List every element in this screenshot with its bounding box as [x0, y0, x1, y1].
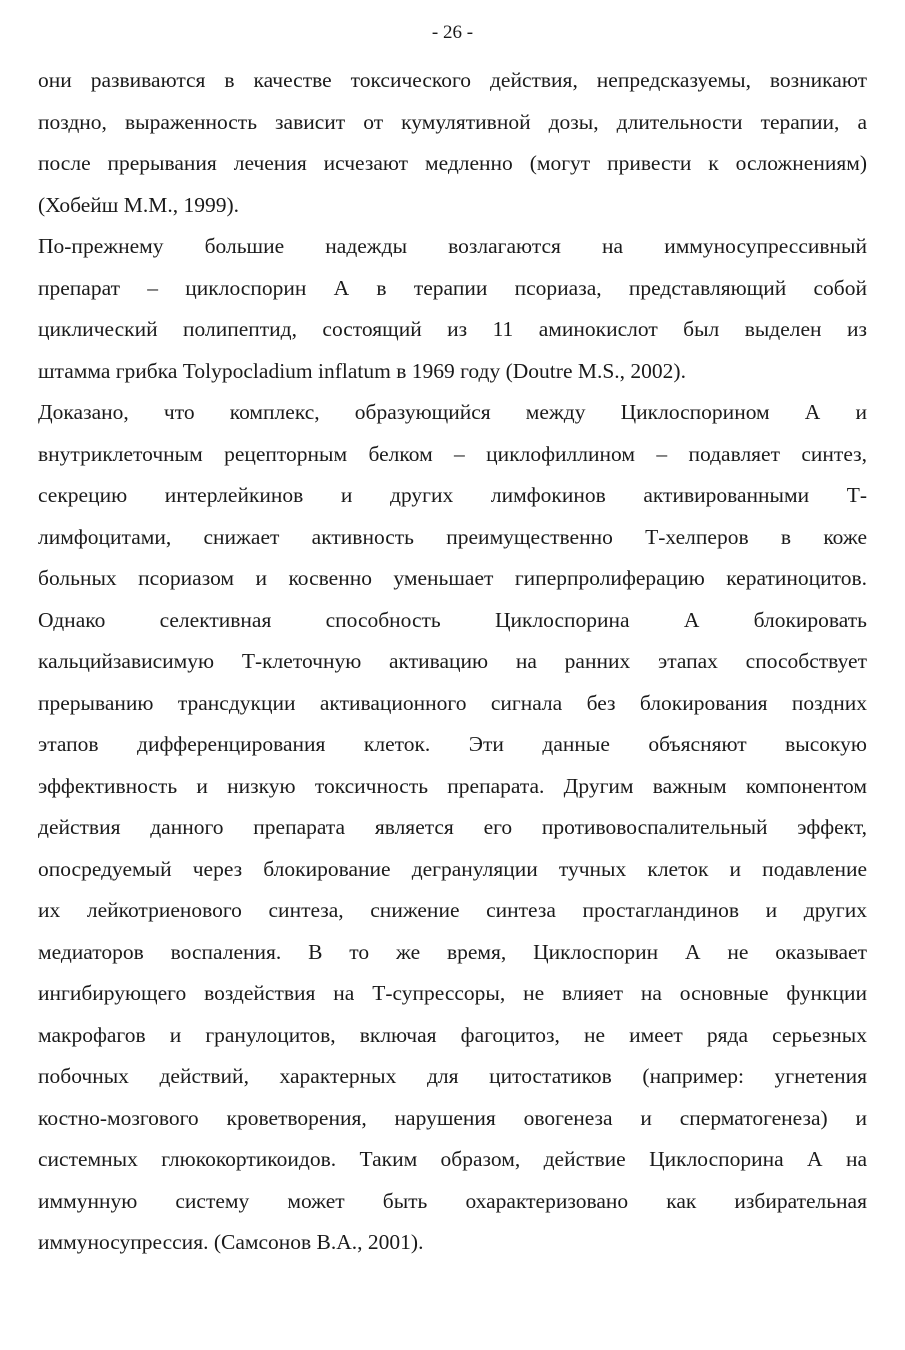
text-line: костно-мозгового кроветворения, нарушения овогенеза и сперматогенеза) и — [38, 1105, 867, 1130]
text-line: секрецию интерлейкинов и других лимфокинов активированными Т- — [38, 483, 867, 507]
paragraph-3 — [38, 392, 867, 1264]
text-line: По-прежнему большие надежды возлагаются на иммуносупрессивный — [38, 234, 867, 258]
text-line: внутриклеточным рецепторным белком – циклофиллином – подавляет синтез, — [38, 441, 867, 466]
text-line: штамма грибка Tolypocladium inflatum в 1969 году (Doutre M.S., 2002). — [38, 358, 686, 383]
text-line: (Хобейш М.М., 1999). — [38, 192, 239, 217]
text-line: больных псориазом и косвенно уменьшает гиперпролиферацию кератиноцитов. — [38, 566, 867, 590]
text-line: Доказано, что комплекс, образующийся между Циклоспорином А и — [38, 400, 867, 424]
page-number: - 26 - — [431, 22, 474, 43]
text-line: этапов дифференцирования клеток. Эти данные объясняют высокую — [38, 732, 867, 756]
text-line: они развиваются в качестве токсического действия, непредсказуемы, возникают — [38, 68, 867, 92]
text-line: ингибирующего воздействия на Т-супрессоры, не влияет на основные функции — [38, 981, 867, 1005]
text-line: медиаторов воспаления. В то же время, Циклоспорин А не оказывает — [38, 939, 867, 964]
text-line: макрофагов и гранулоцитов, включая фагоцитоз, не имеет ряда серьезных — [38, 1022, 867, 1047]
text-line: препарат – циклоспорин А в терапии псориаза, представляющий собой — [38, 275, 867, 300]
text-line: прерыванию трансдукции активационного сигнала без блокирования поздних — [38, 690, 867, 715]
text-line: системных глюкокортикоидов. Таким образом, действие Циклоспорина А на — [38, 1147, 867, 1171]
text-line: иммунную систему может быть охарактеризовано как избирательная — [38, 1188, 867, 1213]
text-line: побочных действий, характерных для цитостатиков (например: угнетения — [38, 1064, 867, 1088]
text-line: лимфоцитами, снижает активность преимущественно Т-хелперов в коже — [38, 524, 867, 549]
text-line: Однако селективная способность Циклоспорина А блокировать — [38, 607, 867, 632]
body-text — [38, 60, 867, 1264]
text-line: иммуносупрессия. (Самсонов В.А., 2001). — [38, 1230, 424, 1254]
text-line: кальцийзависимую Т-клеточную активацию на ранних этапах способствует — [38, 649, 867, 673]
text-line: поздно, выраженность зависит от кумулятивной дозы, длительности терапии, а — [38, 109, 867, 134]
text-line: действия данного препарата является его противовоспалительный эффект, — [38, 815, 867, 839]
text-line: эффективность и низкую токсичность препарата. Другим важным компонентом — [38, 773, 867, 798]
paragraph-2 — [38, 226, 867, 392]
text-line: их лейкотриенового синтеза, снижение синтеза простагландинов и других — [38, 898, 867, 922]
text-line: после прерывания лечения исчезают медленно (могут привести к осложнениям) — [38, 151, 867, 175]
text-line: циклический полипептид, состоящий из 11 аминокислот был выделен из — [38, 317, 867, 341]
text-line: опосредуемый через блокирование дегрануляции тучных клеток и подавление — [38, 856, 867, 881]
paragraph-1 — [38, 60, 867, 226]
